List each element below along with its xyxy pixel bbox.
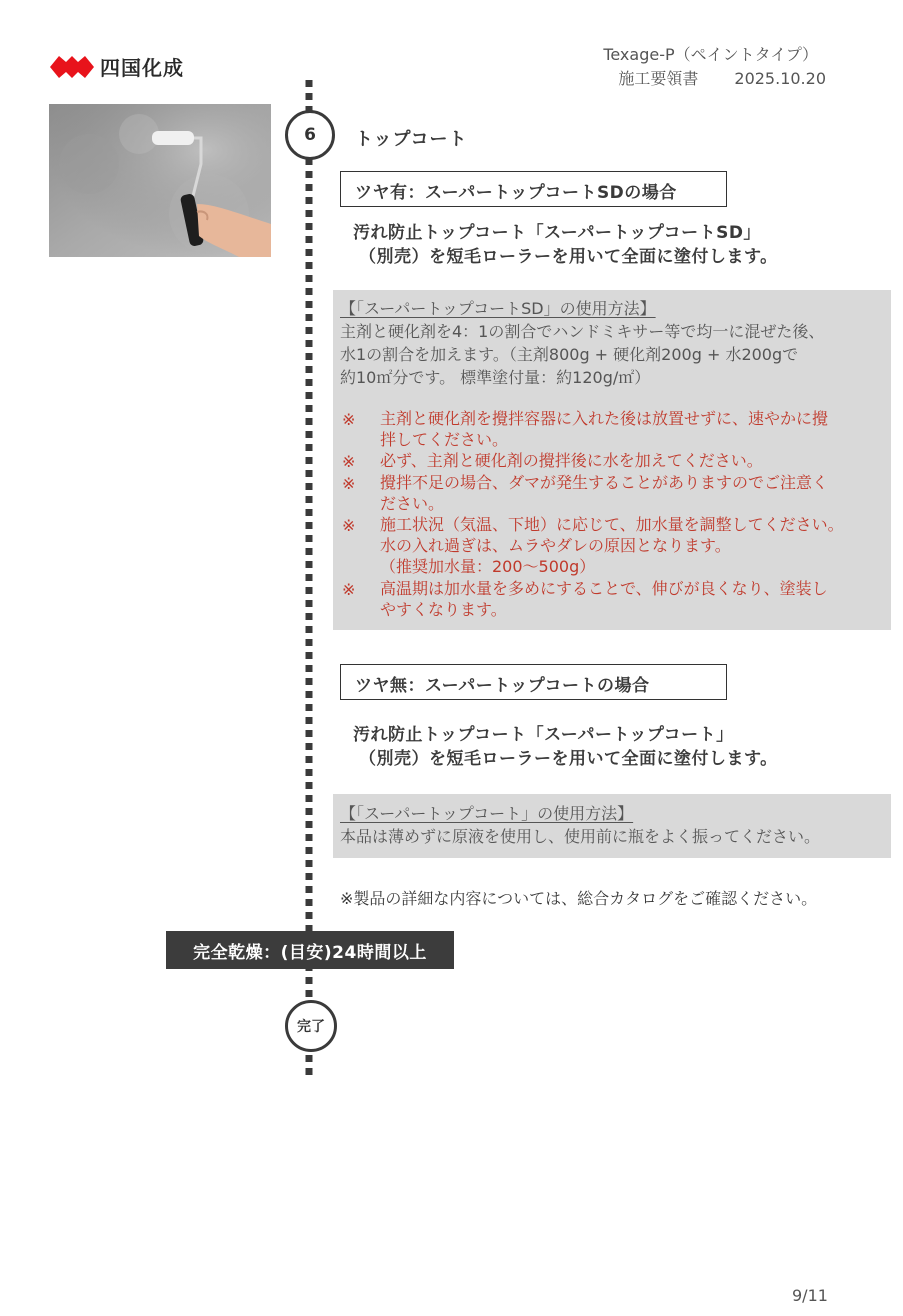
note-mark: ※ (342, 474, 356, 493)
complete-badge: 完了 (285, 1000, 337, 1052)
glossy-instruction-line2: （別売）を短毛ローラーを用いて全面に塗付します。 (359, 247, 778, 267)
matte-instruction-line1: 汚れ防止トップコート「スーパートップコート」 (353, 725, 734, 745)
roller-photo (49, 104, 271, 257)
glossy-usage-line: 主剤と硬化剤を4：1の割合でハンドミキサー等で均一に混ぜた後、 (340, 322, 825, 341)
catalog-note: ※製品の詳細な内容については、総合カタログをご確認ください。 (340, 889, 818, 908)
note-mark: ※ (342, 410, 356, 429)
timeline-dashed-line (305, 80, 313, 1080)
note-line: （推奨加水量：200～500g） (380, 557, 596, 576)
note-mark: ※ (342, 516, 356, 535)
doc-meta (618, 66, 826, 89)
matte-usage-line: 本品は薄めずに原液を使用し、使用前に瓶をよく振ってください。 (340, 827, 821, 846)
matte-instruction-line2: （別売）を短毛ローラーを用いて全面に塗付します。 (359, 749, 778, 769)
note-line: 水の入れ過ぎは、ムラやダレの原因となります。 (380, 536, 731, 555)
company-logo (50, 52, 184, 81)
step-number-badge: 6 (285, 110, 335, 160)
note-line: 主剤と硬化剤を攪拌容器に入れた後は放置せずに、速やかに攪 (380, 409, 829, 428)
note-line: やすくなります。 (380, 600, 507, 619)
step-title: トップコート (355, 129, 468, 150)
doc-date: 2025.10.20 (734, 69, 826, 88)
matte-usage-heading: 【「スーパートップコート」の使用方法】 (340, 804, 634, 823)
matte-section-title: ツヤ無：スーパートップコートの場合 (340, 664, 727, 700)
note-line: ださい。 (380, 494, 445, 513)
note-line: 必ず、主剤と硬化剤の攪拌後に水を加えてください。 (380, 451, 763, 470)
note-mark: ※ (342, 452, 356, 471)
note-mark: ※ (342, 580, 356, 599)
glossy-usage-line: 約10㎡分です。 標準塗付量：約120g/㎡） (340, 368, 651, 387)
glossy-usage-line: 水1の割合を加えます。（主剤800g + 硬化剤200g + 水200gで (340, 345, 799, 364)
note-line: 攪拌不足の場合、ダマが発生することがありますのでご注意く (380, 473, 829, 492)
doc-title: 施工要領書 (618, 69, 699, 88)
note-line: 高温期は加水量を多めにすることで、伸びが良くなり、塗装し (380, 579, 828, 598)
glossy-section-title: ツヤ有：スーパートップコートSDの場合 (340, 171, 727, 207)
glossy-usage-heading: 【「スーパートップコートSD」の使用方法】 (340, 299, 656, 318)
note-line: 施工状況（気温、下地）に応じて、加水量を調整してください。 (380, 515, 844, 534)
note-line: 拌してください。 (380, 430, 509, 449)
full-dry-time-label: 完全乾燥：(目安)24時間以上 (166, 931, 454, 969)
logo-text: 四国化成 (100, 56, 184, 80)
page-number: 9/11 (792, 1286, 828, 1305)
glossy-instruction-line1: 汚れ防止トップコート「スーパートップコートSD」 (353, 223, 761, 243)
logo-mark-icon (50, 54, 94, 80)
product-name: Texage-P（ペイントタイプ） (603, 45, 818, 64)
